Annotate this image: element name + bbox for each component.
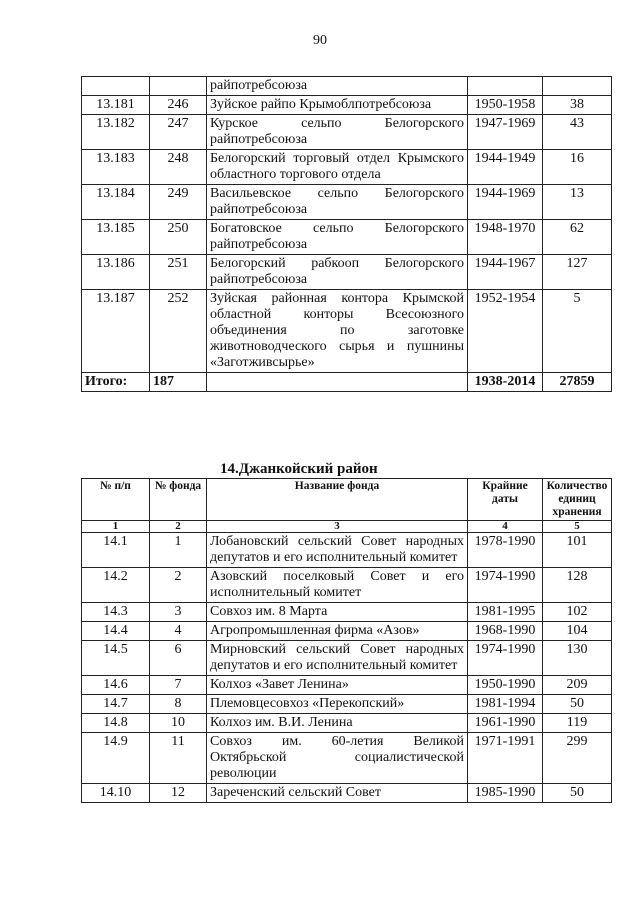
total-label: Итого: (82, 373, 150, 392)
fund-name: Племовцесовхоз «Перекопский» (207, 695, 468, 714)
section-title: 14.Джанкойский район (220, 461, 378, 477)
row-number: 13.185 (82, 220, 150, 255)
page-number: 90 (313, 33, 327, 48)
fund-number (150, 77, 207, 96)
table-row (82, 695, 612, 714)
fund-number: 4 (150, 622, 207, 641)
table-row (82, 115, 612, 150)
fund-number: 11 (150, 733, 207, 784)
date-range: 1971-1991 (468, 733, 543, 784)
row-number: 13.186 (82, 255, 150, 290)
unit-count (543, 77, 612, 96)
date-range: 1944-1967 (468, 255, 543, 290)
unit-count: 50 (543, 784, 612, 803)
row-number: 14.3 (82, 603, 150, 622)
row-number: 14.10 (82, 784, 150, 803)
header-name: Название фонда (207, 479, 468, 521)
archive-table-belogorsk (81, 76, 612, 392)
fund-number: 247 (150, 115, 207, 150)
total-dates: 1938-2014 (468, 373, 543, 392)
header-row (82, 479, 612, 521)
fund-name: Азовский поселковый Совет и его исполнительный комитет (207, 568, 468, 603)
row-number: 14.8 (82, 714, 150, 733)
date-range: 1944-1949 (468, 150, 543, 185)
row-number: 14.4 (82, 622, 150, 641)
fund-name: Лобановский сельский Совет народных депутатов и его исполнительный комитет (207, 533, 468, 568)
unit-count: 13 (543, 185, 612, 220)
unit-count: 101 (543, 533, 612, 568)
unit-count: 130 (543, 641, 612, 676)
fund-number: 6 (150, 641, 207, 676)
table-row (82, 784, 612, 803)
fund-name: Совхоз им. 8 Марта (207, 603, 468, 622)
fund-name: Колхоз «Завет Ленина» (207, 676, 468, 695)
fund-number: 1 (150, 533, 207, 568)
date-range: 1981-1994 (468, 695, 543, 714)
fund-name: Совхоз им. 60-летия Великой Октябрьской социалистической революции (207, 733, 468, 784)
unit-count: 104 (543, 622, 612, 641)
date-range: 1985-1990 (468, 784, 543, 803)
fund-number: 250 (150, 220, 207, 255)
table-row (82, 641, 612, 676)
col-number: 1 (82, 521, 150, 533)
fund-number: 252 (150, 290, 207, 373)
fund-number: 249 (150, 185, 207, 220)
fund-name: Зуйская районная контора Крымской областной конторы Всесоюзного объединения по заготовке животноводческого сырья и пушнины «Заготживсырье» (207, 290, 468, 373)
fund-name: Белогорский рабкооп Белогорского райпотребсоюза (207, 255, 468, 290)
total-row (82, 373, 612, 392)
fund-number: 251 (150, 255, 207, 290)
unit-count: 5 (543, 290, 612, 373)
row-number: 14.7 (82, 695, 150, 714)
table-row (82, 150, 612, 185)
date-range: 1948-1970 (468, 220, 543, 255)
date-range (468, 77, 543, 96)
total-empty (207, 373, 468, 392)
unit-count: 62 (543, 220, 612, 255)
header-fund: № фонда (150, 479, 207, 521)
row-number: 13.181 (82, 96, 150, 115)
date-range: 1950-1958 (468, 96, 543, 115)
table-row (82, 185, 612, 220)
header-count: Количество единиц хранения (543, 479, 612, 521)
fund-number: 8 (150, 695, 207, 714)
fund-name: Мирновский сельский Совет народных депутатов и его исполнительный комитет (207, 641, 468, 676)
table-row (82, 77, 612, 96)
table-row (82, 533, 612, 568)
unit-count: 209 (543, 676, 612, 695)
row-number: 14.2 (82, 568, 150, 603)
fund-name: Агропромышленная фирма «Азов» (207, 622, 468, 641)
row-number (82, 77, 150, 96)
unit-count: 38 (543, 96, 612, 115)
fund-name: Богатовское сельпо Белогорского райпотребсоюза (207, 220, 468, 255)
fund-name: Зареченский сельский Совет (207, 784, 468, 803)
unit-count: 127 (543, 255, 612, 290)
table-row (82, 733, 612, 784)
fund-number: 246 (150, 96, 207, 115)
row-number: 13.184 (82, 185, 150, 220)
table1-body (82, 77, 612, 373)
row-number: 13.183 (82, 150, 150, 185)
header-num: № п/п (82, 479, 150, 521)
unit-count: 16 (543, 150, 612, 185)
date-range: 1950-1990 (468, 676, 543, 695)
unit-count: 128 (543, 568, 612, 603)
fund-number: 10 (150, 714, 207, 733)
fund-number: 2 (150, 568, 207, 603)
unit-count: 299 (543, 733, 612, 784)
unit-count: 102 (543, 603, 612, 622)
date-range: 1974-1990 (468, 568, 543, 603)
table-row (82, 568, 612, 603)
table-row (82, 220, 612, 255)
fund-number: 3 (150, 603, 207, 622)
row-number: 14.1 (82, 533, 150, 568)
col-number: 3 (207, 521, 468, 533)
date-range: 1952-1954 (468, 290, 543, 373)
table-row (82, 255, 612, 290)
table-row (82, 290, 612, 373)
fund-name: Колхоз им. В.И. Ленина (207, 714, 468, 733)
table-row (82, 622, 612, 641)
date-range: 1974-1990 (468, 641, 543, 676)
header-dates: Крайние даты (468, 479, 543, 521)
total-fund: 187 (150, 373, 207, 392)
date-range: 1947-1969 (468, 115, 543, 150)
table-row (82, 603, 612, 622)
fund-name: Белогорский торговый отдел Крымского областного торгового отдела (207, 150, 468, 185)
unit-count: 43 (543, 115, 612, 150)
total-count: 27859 (543, 373, 612, 392)
archive-table-dzhankoy (81, 478, 612, 803)
row-number: 13.187 (82, 290, 150, 373)
table-row (82, 676, 612, 695)
row-number: 14.9 (82, 733, 150, 784)
date-range: 1961-1990 (468, 714, 543, 733)
col-number: 5 (543, 521, 612, 533)
fund-name: Васильевское сельпо Белогорского райпотребсоюза (207, 185, 468, 220)
fund-number: 7 (150, 676, 207, 695)
column-number-row (82, 521, 612, 533)
fund-name: Курское сельпо Белогорского райпотребсоюза (207, 115, 468, 150)
fund-number: 248 (150, 150, 207, 185)
date-range: 1981-1995 (468, 603, 543, 622)
date-range: 1968-1990 (468, 622, 543, 641)
fund-number: 12 (150, 784, 207, 803)
row-number: 14.5 (82, 641, 150, 676)
unit-count: 119 (543, 714, 612, 733)
date-range: 1944-1969 (468, 185, 543, 220)
date-range: 1978-1990 (468, 533, 543, 568)
row-number: 13.182 (82, 115, 150, 150)
row-number: 14.6 (82, 676, 150, 695)
col-number: 2 (150, 521, 207, 533)
col-number: 4 (468, 521, 543, 533)
table-row (82, 714, 612, 733)
table2-body (82, 533, 612, 803)
unit-count: 50 (543, 695, 612, 714)
fund-name: Зуйское райпо Крымоблпотребсоюза (207, 96, 468, 115)
fund-name: райпотребсоюза (207, 77, 468, 96)
table-row (82, 96, 612, 115)
